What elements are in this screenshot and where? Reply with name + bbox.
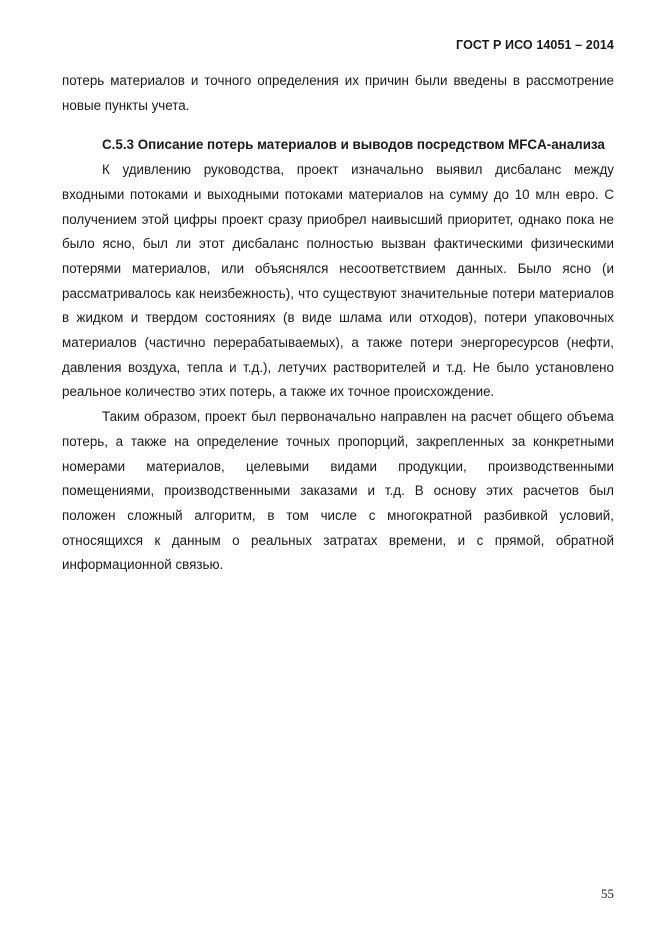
page-body xyxy=(62,69,614,578)
paragraph-2: Таким образом, проект был первоначально направлен на расчет общего объема потерь, а также на определение точных пропорций, закрепленных за конкретными номерами материалов, целевыми видами продукции, производственными помещениями, производственными заказами и т.д. В основу этих расчетов был положен сложный алгоритм, в том числе с многократной разбивкой условий, относящихся к данным о реальных затратах времени, и с прямой, обратной информационной связью. xyxy=(62,409,614,573)
paragraph-1: К удивлению руководства, проект изначально выявил дисбаланс между входными потоками и выходными потоками материалов на сумму до 10 млн евро. С получением этой цифры проект сразу приобрел наивысший приоритет, однако пока не было ясно, был ли этот дисбаланс полностью вызван фактическими физическими потерями материалов, или объяснялся несоответствием данных. Было ясно (и рассматривалось как неизбежность), что существуют значительные потери материалов в жидком и твердом состояниях (в виде шлама или отходов), потери упаковочных материалов (частично перерабатываемых), а также потери энергоресурсов (нефти, давления воздуха, тепла и т.д.), летучих растворителей и т.д. Не было установлено реальное количество этих потерь, а также их точное происхождение. xyxy=(62,162,614,400)
standard-designation: ГОСТ Р ИСО 14051 – 2014 xyxy=(456,38,614,52)
document-header xyxy=(456,38,614,52)
section-heading: С.5.3 Описание потерь материалов и выводов посредством MFCA-анализа xyxy=(102,137,605,153)
paragraph-continued: потерь материалов и точного определения их причин были введены в рассмотрение новые пункты учета. xyxy=(62,73,614,113)
page-number: 55 xyxy=(601,886,614,901)
